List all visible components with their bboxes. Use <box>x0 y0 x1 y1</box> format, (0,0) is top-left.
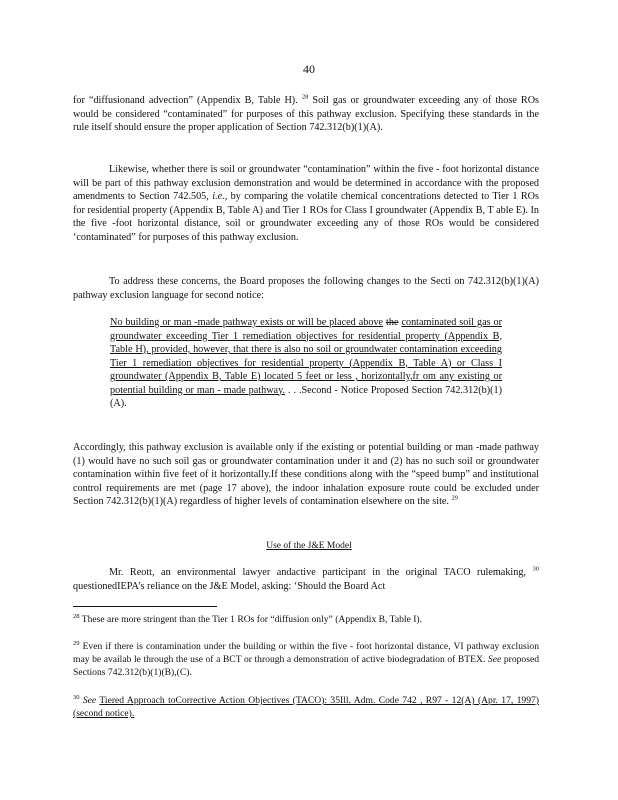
footnote-ref-30[interactable]: 30 <box>532 565 539 573</box>
block-quote <box>110 316 502 411</box>
paragraph-1-text-b: Soil gas or groundwater exceeding any of those ROs would be considered “contaminated” for purposes of this pathway exclusion. Specifying these standards in the rule itself should ensure the proper application of Section 742.312(b)(1)(A). <box>73 95 540 133</box>
paragraph-2-ie: i.e. <box>212 191 225 202</box>
paragraph-5 <box>73 566 539 593</box>
footnote-ref-28[interactable]: 28 <box>301 93 309 101</box>
quote-citation: . . .Second - Notice Proposed Section 742.312(b)(1)(A). <box>110 384 503 409</box>
page-number: 40 <box>303 62 315 76</box>
footnote-divider <box>73 606 217 607</box>
paragraph-2-text-a: Likewise, whether there is soil or groundwater “contamination” within the five - foot horizontal distance will be part of this pathway exclusion demonstration and would be determined in accordance with the proposed amendments to Section 742.505, <box>73 164 539 202</box>
paragraph-5-text-b: questionedIEPA’s reliance on the J&E Model, asking: ‘Should the Board Act <box>73 580 386 592</box>
footnote-28-number: 28 <box>73 612 80 620</box>
paragraph-4-text: Accordingly, this pathway exclusion is available only if the existing or potential building or man -made pathway (1) would have no such soil gas or groundwater contamination under it and (2) has no such soil or groundwater contamination within five feet of it horizontally.If these conditions along with the “speed bump” and institutional control requirements are met (page 17 above), the indoor inhalation exposure route could be excluded under Section 742.312(b)(1)(A) regardless of higher levels of contamination elsewhere on the site. <box>73 442 539 507</box>
paragraph-1-text-a: for “diffusionand advection” (Appendix B, Table H). <box>73 95 298 106</box>
footnote-30-see: See <box>82 695 97 706</box>
paragraph-3: To address these concerns, the Board proposes the following changes to the Secti on 742.312(b)(1)(A) pathway exclusion language for second notice: <box>73 276 539 301</box>
paragraph-2-text-b: , by comparing the volatile chemical concentrations detected to Tier 1 ROs for residential property (Appendix B, Table A) and Tier 1 ROs for Class I groundwater (Appendix B, T able E). In the five -foot horizontal distance, soil or groundwater exceeding any of those ROs would be considered ‘contaminated” for purposes of this pathway exclusion. <box>73 191 540 243</box>
footnote-29-number: 29 <box>73 639 80 647</box>
paragraph-1 <box>73 94 539 135</box>
footnote-30-text: Tiered Approach toCorrective Action Objectives (TACO): 35Ill. Adm. Code 742 , R97 - 12(A) (Apr. 17, 1997) (second notice). <box>73 695 539 719</box>
footnote-29-tail: proposed Sections 742.312(b)(1)(B),(C). <box>73 654 539 678</box>
paragraph-4 <box>73 441 539 509</box>
section-heading: Use of the J&E Model <box>266 541 352 551</box>
quote-text-b: contaminated soil gas or groundwater exceeding Tier 1 remediation objectives for residential property (Appendix B, Table H), provided, however, that there is also no soil or groundwater contamination exceeding Tier 1 remediation objectives for residential property (Appendix B, Table A) or Class I groundwater (Appendix B, Table E) located 5 feet or less , horizontally,fr om any existing or potential building or man - made pathway. <box>110 317 503 396</box>
footnote-30 <box>73 694 539 720</box>
footnote-29-see: See <box>487 654 502 665</box>
quote-text-a: No building or man -made pathway exists or will be placed above <box>110 317 384 328</box>
footnote-28-text: These are more stringent than the Tier 1 ROs for “diffusion only” (Appendix B, Table I). <box>81 614 423 625</box>
footnote-28 <box>73 613 539 626</box>
paragraph-5-text-a: Mr. Reott, an environmental lawyer andactive participant in the original TACO rulemaking, <box>109 567 526 578</box>
footnote-29-text: Even if there is contamination under the building or within the five - foot horizontal distance, VI pathway exclusion may be availab le through the use of a BCT or through a demonstration of active biodegradation of BTEX. <box>73 641 539 665</box>
footnote-ref-29[interactable]: 29 <box>451 494 459 502</box>
footnote-29 <box>73 640 539 679</box>
footnote-30-number: 30 <box>73 693 80 701</box>
paragraph-2 <box>73 163 539 244</box>
quote-struck-word: the <box>386 317 399 328</box>
